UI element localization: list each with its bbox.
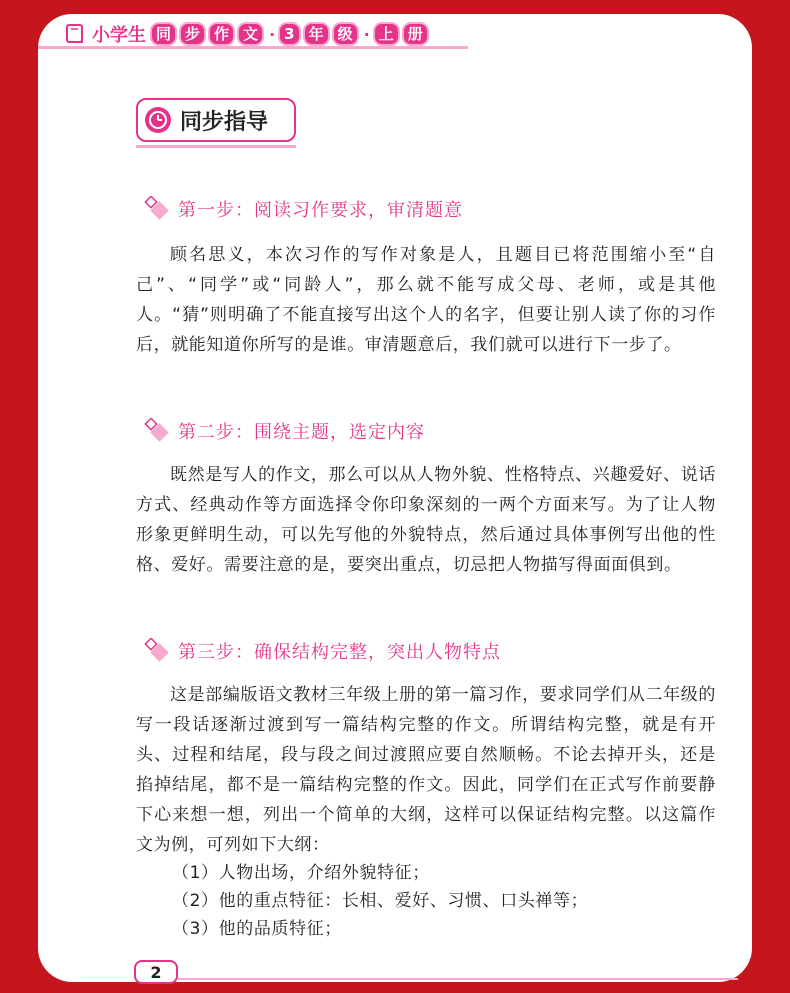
pill: 文 — [237, 22, 264, 46]
pill: 级 — [332, 22, 359, 46]
grade-pills — [278, 22, 360, 46]
separator-dot: · — [363, 24, 370, 44]
paragraph-3: 这是部编版语文教材三年级上册的第一篇习作，要求同学们从二年级的写一段话逐渐过渡到写一篇结构完整的作文。所谓结构完整，就是有开头、过程和结尾，段与段之间过渡照应要自然顺畅。不论去掉开头，还是掐掉结尾，都不是一篇结构完整的作文。因此，同学们在正式写作前要静下心来想一想，列出一个简单的大纲，这样可以保证结构完整。以这篇作文为例，可列如下大纲： — [136, 685, 716, 855]
separator-dot: · — [269, 24, 276, 44]
series-title-pills — [150, 22, 266, 46]
outline-item-1: （1）人物出场，介绍外貌特征； — [172, 863, 430, 883]
section-title-box — [136, 98, 296, 142]
diamond-icon — [142, 418, 172, 444]
diamond-icon — [142, 196, 172, 222]
volume-pills — [373, 22, 431, 46]
step-heading-3 — [142, 638, 501, 664]
pill: 年 — [303, 22, 330, 46]
clock-icon — [144, 106, 172, 134]
pill: 册 — [402, 22, 429, 46]
series-prefix: 小学生 — [92, 25, 146, 46]
paragraph-2: 既然是写人的作文，那么可以从人物外貌、性格特点、兴趣爱好、说话方式、经典动作等方面选择令你印象深刻的一两个方面来写。为了让人物形象更鲜明生动，可以先写他的外貌特点，然后通过具体事例写出他的性格、爱好。需要注意的是，要突出重点，切忌把人物描写得面面俱到。 — [136, 465, 716, 575]
step-title: 第三步：确保结构完整，突出人物特点 — [178, 642, 501, 663]
outline-item-3: （3）他的品质特征； — [172, 919, 342, 939]
book-icon — [64, 23, 86, 45]
step-title: 第二步：围绕主题，选定内容 — [178, 422, 425, 443]
step-title: 第一步：阅读习作要求，审清题意 — [178, 200, 463, 221]
paragraph-1: 顾名思义，本次习作的写作对象是人，且题目已将范围缩小至“自己”、“同学”或“同龄人”，那么就不能写成父母、老师，或是其他人。“猜”则明确了不能直接写出这个人的名字，但要让别人读了你的习作后，就能知道你所写的是谁。审清题意后，我们就可以进行下一步了。 — [136, 245, 716, 355]
footer-line — [178, 978, 738, 980]
pill: 作 — [208, 22, 235, 46]
pill: 上 — [373, 22, 400, 46]
pill: 步 — [179, 22, 206, 46]
section-title: 同步指导 — [180, 109, 269, 135]
header-underline — [38, 46, 468, 49]
series-header — [64, 20, 431, 48]
pill: 同 — [150, 22, 177, 46]
pill: 3 — [278, 22, 300, 46]
step-heading-2 — [142, 418, 425, 444]
page-number: 2 — [134, 960, 178, 984]
outline-item-2: （2）他的重点特征：长相、爱好、习惯、口头禅等； — [172, 891, 589, 911]
diamond-icon — [142, 638, 172, 664]
step-heading-1 — [142, 196, 463, 222]
